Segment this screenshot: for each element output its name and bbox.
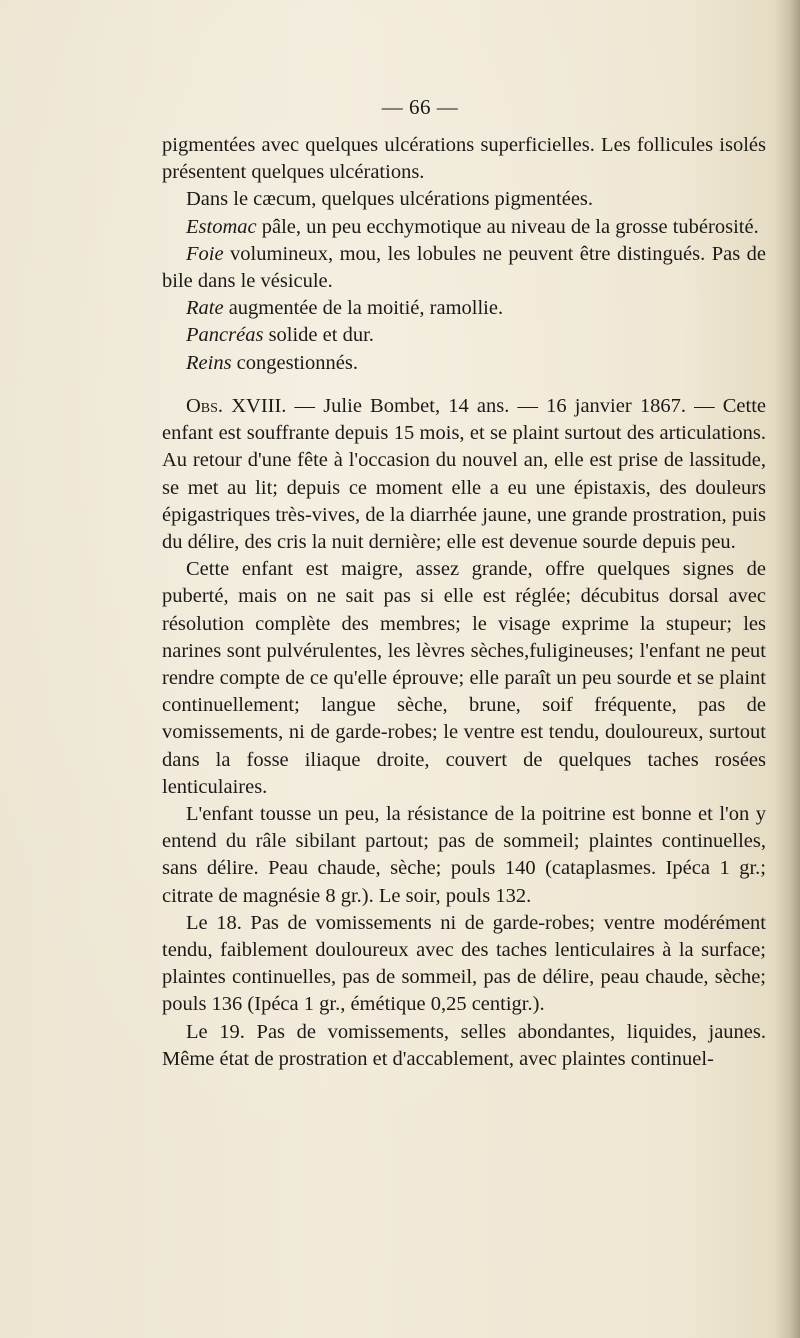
organ-text-reins: congestionnés. [231, 351, 358, 374]
observation-intro: XVIII. — Julie Bombet, 14 ans. — 16 janvier 1867. — Cette enfant est souffrante depuis 15 mois, et se plaint surtout des articulations. Au retour d'une fête à l'occasion du nouvel an, elle est prise de lassitude, se met au lit; depuis ce moment elle a eu une épistaxis, des douleurs épigastriques très-vives, de la diarrhée jaune, une grande prostration, puis du délire, des cris la nuit dernière; elle est devenue sourde depuis peu. [162, 395, 766, 554]
observation-paragraph: Cette enfant est maigre, assez grande, offre quelques signes de puberté, mais on ne sait pas si elle est réglée; décubitus dorsal avec résolution complète des membres; le visage exprime la stupeur; les narines sont pulvérulentes, les lèvres sèches,fuligineuses; l'enfant ne peut rendre compte de ce qu'elle éprouve; elle paraît un peu sourde et se plaint continuellement; langue sèche, brune, soif fréquente, pas de vomissements, ni de garde-robes; le ventre est tendu, douloureux, surtout dans la fosse iliaque droite, couvert de quelques taches rosées lenticulaires. [162, 558, 766, 798]
observation-paragraph: Le 18. Pas de vomissements ni de garde-robes; ventre modérément tendu, faiblement douloureux avec des taches lenticulaires à la surface; plaintes continuelles, pas de sommeil, pas de délire, peau chaude, sèche; pouls 136 (Ipéca 1 gr., émétique 0,25 centigr.). [162, 911, 766, 1016]
organ-heading-estomac: Estomac [186, 215, 257, 238]
paragraph-rate [162, 295, 766, 322]
paragraph-estomac [162, 214, 766, 241]
organ-text-rate: augmentée de la moitié, ramollie. [223, 297, 504, 320]
organ-heading-reins: Reins [186, 351, 232, 374]
paragraph-caecum: Dans le cæcum, quelques ulcérations pigmentées. [186, 188, 594, 211]
paragraph-pancreas [162, 322, 766, 349]
organ-text-pancreas: solide et dur. [263, 324, 374, 347]
organ-heading-pancreas: Pancréas [186, 324, 264, 347]
organ-text-foie: volumineux, mou, les lobules ne peuvent être distingués. Pas de bile dans le vésicule. [162, 242, 766, 293]
observation-label: Obs. [186, 395, 224, 417]
paragraph-follicles: pigmentées avec quelques ulcérations superficielles. Les follicules isolés présentent quelques ulcérations. [162, 134, 766, 184]
observation-paragraph: L'enfant tousse un peu, la résistance de la poitrine est bonne et l'on y entend du râle sibilant partout; pas de sommeil; plaintes continuelles, sans délire. Peau chaude, sèche; pouls 140 (cataplasmes. Ipéca 1 gr.; citrate de magnésie 8 gr.). Le soir, pouls 132. [162, 803, 766, 907]
organ-heading-foie: Foie [186, 242, 224, 265]
observation-xviii [162, 393, 766, 1073]
paragraph-foie [162, 241, 766, 295]
observation-heading [162, 393, 766, 556]
page-number: — 66 — [381, 95, 459, 119]
page-edge-shadow [774, 0, 800, 1338]
autopsy-findings [162, 132, 766, 377]
organ-heading-rate: Rate [186, 297, 224, 320]
paragraph-reins [162, 350, 766, 377]
organ-text-estomac: pâle, un peu ecchymotique au niveau de la grosse tubérosité. [256, 215, 759, 238]
observation-paragraph: Le 19. Pas de vomissements, selles abondantes, liquides, jaunes. Même état de prostration et d'accablement, avec plaintes continuel- [162, 1020, 766, 1070]
